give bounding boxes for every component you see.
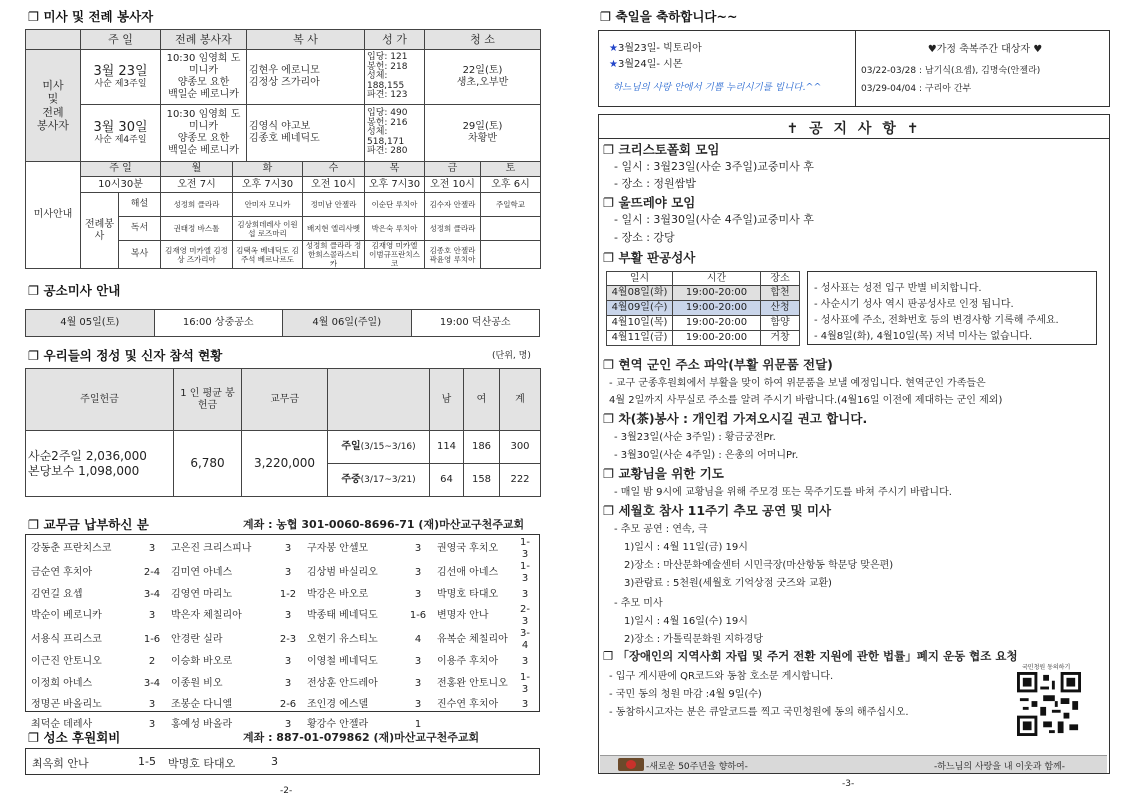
mass-hymns-2: 입당: 490 봉헌: 216 성체: 518,171 파견: 280 — [365, 105, 425, 162]
col-head-hymns: 성 가 — [365, 30, 425, 50]
notice-line: - 입구 게시판에 QR코드와 동참 호소문 게시합니다. — [609, 671, 834, 682]
day-fri: 금 — [425, 162, 481, 177]
footer-right: -하느님의 사랑을 내 이웃과 함께- — [934, 762, 1065, 772]
cell: 산청 — [761, 301, 800, 316]
notice-line: - 추모 공연 : 연속, 극 — [614, 524, 708, 535]
notice-line: - 교구 군종후원회에서 부활을 맞이 하여 위문품을 보낼 예정입니다. 현역군인 가족들은 — [609, 378, 986, 389]
role-reading: 독서 — [119, 217, 161, 241]
confession-table — [606, 271, 800, 346]
donor-row — [27, 696, 537, 715]
mass-servers-2: 10:30 임영희 도미니카 양종모 요한 백일순 베로니카 — [161, 105, 247, 162]
donor-name: 박강은 바오로 — [307, 588, 369, 600]
cell: 19:00-20:00 — [673, 286, 761, 301]
cell: 19:00-20:00 — [673, 301, 761, 316]
anniversary-logo-icon — [618, 758, 644, 771]
donor-name: 김영연 마리노 — [171, 588, 233, 600]
cell: 거창 — [761, 331, 800, 346]
donor-box — [25, 534, 540, 730]
donor-months: 1 — [414, 718, 422, 730]
donor-name: 권영국 후치오 — [437, 543, 499, 554]
donor-row — [27, 628, 537, 652]
notice-line: 3)관람료 : 5천원(세월호 기억상점 굿즈와 교환) — [624, 578, 832, 589]
col-head-altar: 복 사 — [247, 30, 365, 50]
donor-name: 진수연 후치아 — [437, 699, 499, 711]
mass-clean-1: 22일(토) 생초,오부반 — [425, 50, 541, 105]
notice-1-title: ❐ 크리스토폴회 모임 — [603, 142, 720, 157]
gongso-heading: ❐ 공소미사 안내 — [28, 283, 121, 298]
cell: 300 — [500, 431, 541, 464]
offering-amounts: 사순2주일 2,036,000 본당보수 1,098,000 — [26, 431, 174, 497]
donor-name: 김미연 아네스 — [171, 567, 233, 578]
time-wed: 오전 10시 — [303, 177, 365, 193]
cell: 222 — [500, 464, 541, 497]
donor-months: 3 — [284, 543, 292, 554]
donor-name: 전홍완 안토니오 — [437, 677, 508, 689]
conf-note: - 사순시기 성사 역시 판공성사로 인정 됩니다. — [814, 299, 1014, 310]
donor-months: 3 — [284, 567, 292, 578]
time-fri: 오전 10시 — [425, 177, 481, 193]
att-sunday: 주일(3/15~3/16) — [328, 431, 430, 464]
cell: 안미자 모니카 — [233, 193, 303, 217]
donor-months: 3 — [414, 699, 422, 711]
notice-line: - 장소 : 정원쌈밥 — [614, 177, 696, 190]
cell: 186 — [464, 431, 500, 464]
mass-date-2: 3월 30일 사순 제4주일 — [81, 105, 161, 162]
donor-name: 이승화 바오로 — [171, 655, 233, 667]
donor-months: 3 — [148, 718, 156, 730]
feast-blessing: 하느님의 사랑 안에서 기쁨 누리시기를 빕니다.^^ — [613, 82, 822, 93]
feast-box — [598, 30, 1110, 107]
family-title: ♥가정 축복주간 대상자 ♥ — [927, 44, 1043, 55]
notice-line: 4월 2일까지 사무실로 주소를 알려 주시기 바랍니다.(4월16일 이전에 제대하는 군인 제외) — [609, 395, 1003, 406]
notice-line: 2)장소 : 마산문화예술센터 시민극장(마산항동 학문당 맞은편) — [624, 560, 894, 571]
notice-line: - 3월23일(사순 3주일) : 황금궁전Pr. — [614, 432, 776, 443]
mass-servers-table — [25, 29, 541, 269]
donor-months: 2-6 — [279, 699, 297, 711]
feast-2: ★3월24일- 시몬 — [609, 59, 683, 70]
donor-name: 이영철 베네딕도 — [307, 655, 378, 667]
head-male: 남 — [430, 369, 464, 431]
gongso-date-2: 4월 06일(주일) — [283, 310, 412, 337]
offering-average: 6,780 — [174, 431, 242, 497]
donor-months: 3 — [148, 610, 156, 622]
time-sun: 10시30분 — [81, 177, 161, 193]
gongso-table — [25, 309, 540, 337]
sanctuary-count-1: 1-5 — [138, 755, 156, 768]
qr-label: 국민청원 동의하기 — [1022, 664, 1071, 671]
cell: 19:00-20:00 — [673, 316, 761, 331]
donor-name: 최덕순 데레사 — [31, 718, 93, 730]
gongso-date-1: 4월 05일(토) — [26, 310, 155, 337]
cell: 158 — [464, 464, 500, 497]
mass-altar-2: 김영식 야고보 김종호 베네딕도 — [247, 105, 365, 162]
notice-2-title: ❐ 울뜨레야 모임 — [603, 195, 696, 210]
donor-months: 3 — [414, 655, 422, 667]
notice-line: - 장소 : 강당 — [614, 231, 675, 244]
donor-name: 이종원 비오 — [171, 677, 223, 689]
cell: 주일학교 — [481, 193, 541, 217]
donor-name: 금순연 후치아 — [31, 567, 93, 578]
day-sun: 주 일 — [81, 162, 161, 177]
donor-name: 조봉순 다니엘 — [171, 699, 233, 711]
notice-line: - 일시 : 3월23일(사순 3주일)교중미사 후 — [614, 160, 814, 173]
notice-line: - 추모 미사 — [614, 598, 663, 609]
schedule-side-label: 미사안내 — [26, 162, 81, 269]
cell: 김재영 미카엘 이범규프란치스코 — [365, 241, 425, 269]
donor-name: 이정희 아네스 — [31, 677, 93, 689]
donor-row — [27, 672, 537, 696]
donor-row — [27, 537, 537, 561]
day-tue: 화 — [233, 162, 303, 177]
conf-head-time: 시간 — [673, 272, 761, 286]
conf-note: - 성사표에 주소, 전화번호 등의 변경사항 기록해 주세요. — [814, 315, 1059, 326]
star-icon: ★ — [609, 59, 618, 70]
donor-months: 3 — [414, 543, 422, 554]
cell: 배지현 엘리사벳 — [303, 217, 365, 241]
donor-name: 이근진 안토니오 — [31, 655, 102, 667]
page-number-right: -3- — [842, 779, 855, 789]
notice-5-title: ❐ 차(茶)봉사 : 개인컵 가져오시길 권고 합니다. — [603, 411, 868, 426]
donor-name: 조인경 에스델 — [307, 699, 369, 711]
donor-months: 1-3 — [520, 561, 530, 584]
qr-code-icon[interactable] — [1016, 672, 1082, 736]
donor-months: 3-4 — [520, 628, 530, 652]
cell: 19:00-20:00 — [673, 331, 761, 346]
donor-months: 4 — [414, 634, 422, 646]
donor-name: 김연길 요셉 — [31, 588, 83, 600]
donor-name: 서용식 프리스코 — [31, 634, 102, 646]
sanctuary-box — [25, 748, 540, 775]
notice-6-title: ❐ 교황님을 위한 기도 — [603, 466, 724, 481]
liturgy-label: 전례봉사 — [81, 193, 119, 269]
donor-row — [27, 561, 537, 585]
notice-line: - 매일 밤 9시에 교황님을 위해 주모경 또는 묵주기도를 바쳐 주시기 바랍니다. — [614, 487, 952, 498]
donor-row — [27, 585, 537, 604]
donor-table — [27, 537, 537, 734]
offering-dues: 3,220,000 — [242, 431, 328, 497]
donor-row — [27, 652, 537, 671]
att-weekday: 주중(3/17~3/21) — [328, 464, 430, 497]
donor-months: 3-4 — [143, 588, 161, 600]
donor-row — [27, 604, 537, 628]
notice-line: 2)장소 : 가톨릭문화원 지하경당 — [624, 634, 764, 645]
head-total: 계 — [500, 369, 541, 431]
cell: 정미남 안젤라 — [303, 193, 365, 217]
donor-months: 1-2 — [279, 588, 297, 600]
gongso-place-2: 19:00 덕산공소 — [411, 310, 540, 337]
conf-note: - 4월8일(화), 4월10일(목) 저녁 미사는 없습니다. — [814, 331, 1033, 342]
cell: 성정희 클라라 — [161, 193, 233, 217]
time-sat: 오후 6시 — [481, 177, 541, 193]
donor-name: 변명자 안나 — [437, 610, 489, 622]
donor-name: 안경란 실라 — [171, 634, 223, 646]
day-sat: 토 — [481, 162, 541, 177]
cell: 4월11일(금) — [607, 331, 673, 346]
cell: 김재영 미카엘 김정상 즈가리아 — [161, 241, 233, 269]
notice-line: - 국민 동의 청원 마감 :4월 9일(수) — [609, 689, 762, 700]
donor-name: 구자봉 안셀모 — [307, 543, 369, 554]
mass-altar-1: 김현우 에로니모 김정상 즈가리아 — [247, 50, 365, 105]
donor-months: 3 — [521, 588, 529, 600]
notice-line: - 3월30일(사순 4주일) : 은총의 어머니Pr. — [614, 450, 799, 461]
time-mon: 오전 7시 — [161, 177, 233, 193]
donor-name: 유복순 체칠리아 — [437, 634, 508, 646]
gongso-place-1: 16:00 상중공소 — [154, 310, 283, 337]
cell: 김상희데레사 이원섭 로즈마리 — [233, 217, 303, 241]
mass-date-1: 3월 23일 사순 제3주일 — [81, 50, 161, 105]
conf-note: - 성사표는 성전 입구 반별 비치합니다. — [814, 283, 982, 294]
donor-name: 정명곤 바올리노 — [31, 699, 102, 711]
cell: 성정희 클라라 — [425, 217, 481, 241]
donor-months: 1-6 — [409, 610, 427, 622]
conf-head-date: 일시 — [607, 272, 673, 286]
head-dues: 교무금 — [242, 369, 328, 431]
cell: 함양 — [761, 316, 800, 331]
role-commentary: 해설 — [119, 193, 161, 217]
sanctuary-count-2: 3 — [271, 755, 278, 768]
donor-months: 3 — [284, 655, 292, 667]
donor-months: 1-3 — [520, 537, 530, 560]
notice-line: - 일시 : 3월30일(사순 4주일)교중미사 후 — [614, 213, 814, 226]
donor-months: 3 — [148, 699, 156, 711]
donor-name: 박명호 타대오 — [437, 588, 499, 600]
star-icon: ★ — [609, 43, 618, 54]
cell: 합천 — [761, 286, 800, 301]
donor-months: 3 — [414, 567, 422, 578]
notice-title: ✝ 공 지 사 항 ✝ — [599, 115, 1109, 139]
time-tue: 오후 7시30 — [233, 177, 303, 193]
donor-months: 1-3 — [520, 671, 530, 695]
mass-clean-2: 29일(토) 차황반 — [425, 105, 541, 162]
cell: 이순단 루치아 — [365, 193, 425, 217]
notice-line: - 동참하시고자는 분은 큐알코드를 찍고 국민청원에 동의 해주십시오. — [609, 707, 909, 718]
offering-unit: (단위, 명) — [492, 351, 531, 361]
donor-months: 3 — [284, 677, 292, 689]
day-thu: 목 — [365, 162, 425, 177]
cell: 김택옥 베네딕도 김주석 베르나르도 — [233, 241, 303, 269]
donor-name: 이용주 후치아 — [437, 655, 499, 667]
day-mon: 월 — [161, 162, 233, 177]
notice-3-title: ❐ 부활 판공성사 — [603, 250, 696, 265]
footer-left: -새로운 50주년을 향하여- — [646, 762, 748, 772]
mass-side-label: 미사 및 전례 봉사자 — [26, 50, 81, 162]
donor-months: 3 — [414, 677, 422, 689]
day-wed: 수 — [303, 162, 365, 177]
head-offering: 주일헌금 — [26, 369, 174, 431]
donor-months: 2-4 — [143, 567, 161, 578]
family-2: 03/29-04/04 : 구리아 간부 — [861, 84, 972, 94]
cell: 권태정 바스톨 — [161, 217, 233, 241]
notice-line: 1)일시 : 4월 11일(금) 19시 — [624, 542, 748, 553]
footer-bar — [600, 755, 1107, 773]
notice-line: 1)일시 : 4월 16일(수) 19시 — [624, 616, 748, 627]
conf-head-place: 장소 — [761, 272, 800, 286]
offering-heading: ❐ 우리들의 정성 및 신자 참석 현황 — [28, 348, 223, 363]
donor-name: 홍예성 바올라 — [171, 718, 233, 730]
sanctuary-name-2: 박명호 타대오 — [168, 757, 236, 770]
sanctuary-heading: ❐ 성소 후원회비 — [28, 730, 121, 745]
donor-name: 박순이 베로니카 — [31, 610, 102, 622]
donor-name: 김선애 아네스 — [437, 567, 499, 578]
offering-table — [25, 368, 541, 497]
donor-account: 계좌 : 농협 301-0060-8696-71 (재)마산교구천주교회 — [243, 518, 525, 531]
donor-heading: ❐ 교무금 납부하신 분 — [28, 517, 149, 532]
sanctuary-name-1: 최옥희 안나 — [32, 757, 89, 770]
mass-hymns-1: 입당: 121 봉헌: 218 성체: 188,155 파견: 123 — [365, 50, 425, 105]
donor-name: 박종태 베네딕도 — [307, 610, 378, 622]
sanctuary-account: 계좌 : 887-01-079862 (재)마산교구천주교회 — [243, 731, 480, 744]
col-head-cleaning: 청 소 — [425, 30, 541, 50]
notice-4-title: ❐ 현역 군인 주소 파악(부활 위문품 전달) — [603, 357, 833, 372]
cell: 64 — [430, 464, 464, 497]
confession-notes — [807, 271, 1097, 345]
notice-7-title: ❐ 세월호 참사 11주기 추모 공연 및 미사 — [603, 503, 832, 518]
donor-months: 3 — [148, 543, 156, 554]
time-thu: 오후 7시30 — [365, 177, 425, 193]
donor-name: 김상범 바실리오 — [307, 567, 378, 578]
cell: 김종호 안젤라 곽윤영 루치아 — [425, 241, 481, 269]
donor-name: 고은진 크리스피나 — [171, 543, 252, 554]
donor-months: 3 — [284, 718, 292, 730]
donor-months: 3 — [521, 655, 529, 667]
donor-name: 오현기 유스티노 — [307, 634, 378, 646]
donor-months: 2-3 — [520, 604, 530, 628]
donor-months: 3 — [521, 699, 529, 711]
head-average: 1 인 평균 봉헌금 — [174, 369, 242, 431]
donor-months: 2-3 — [279, 634, 297, 646]
donor-months: 2 — [148, 655, 156, 667]
col-head-servers: 전례 봉사자 — [161, 30, 247, 50]
mass-servers-heading: ❐ 미사 및 전례 봉사자 — [28, 9, 154, 24]
family-1: 03/22-03/28 : 남기식(요셉), 김명숙(안젤라) — [861, 66, 1041, 76]
donor-name: 박은자 체칠리아 — [171, 610, 242, 622]
donor-months: 3-4 — [143, 677, 161, 689]
role-altar: 복사 — [119, 241, 161, 269]
donor-months: 3 — [414, 588, 422, 600]
cell: 4월09일(수) — [607, 301, 673, 316]
donor-months: 3 — [284, 610, 292, 622]
mass-servers-1: 10:30 임영희 도미니카 양종모 요한 백일순 베로니카 — [161, 50, 247, 105]
cell: 114 — [430, 431, 464, 464]
donor-months: 1-6 — [143, 634, 161, 646]
col-head-sunday: 주 일 — [81, 30, 161, 50]
feast-heading: ❐ 축일을 축하합니다~~ — [600, 9, 738, 24]
cell: 김수자 안젤라 — [425, 193, 481, 217]
cell: 성정희 클라라 정한희스콜라스티카 — [303, 241, 365, 269]
cell: 4월08일(화) — [607, 286, 673, 301]
cell: 4월10일(목) — [607, 316, 673, 331]
feast-1: ★3월23일- 빅토리아 — [609, 43, 702, 54]
page-number-left: -2- — [280, 786, 293, 796]
donor-name: 황강수 안젤라 — [307, 718, 369, 730]
donor-name: 강동춘 프란치스코 — [31, 543, 112, 554]
notice-8-title: ❐ 「장애인의 지역사회 자립 및 주거 전환 지원에 관한 법률」폐지 운동 협조 요청 — [603, 649, 1018, 663]
head-female: 여 — [464, 369, 500, 431]
donor-name: 전상훈 안드레아 — [307, 677, 378, 689]
donor-months — [513, 715, 537, 734]
cell: 박은숙 루치아 — [365, 217, 425, 241]
